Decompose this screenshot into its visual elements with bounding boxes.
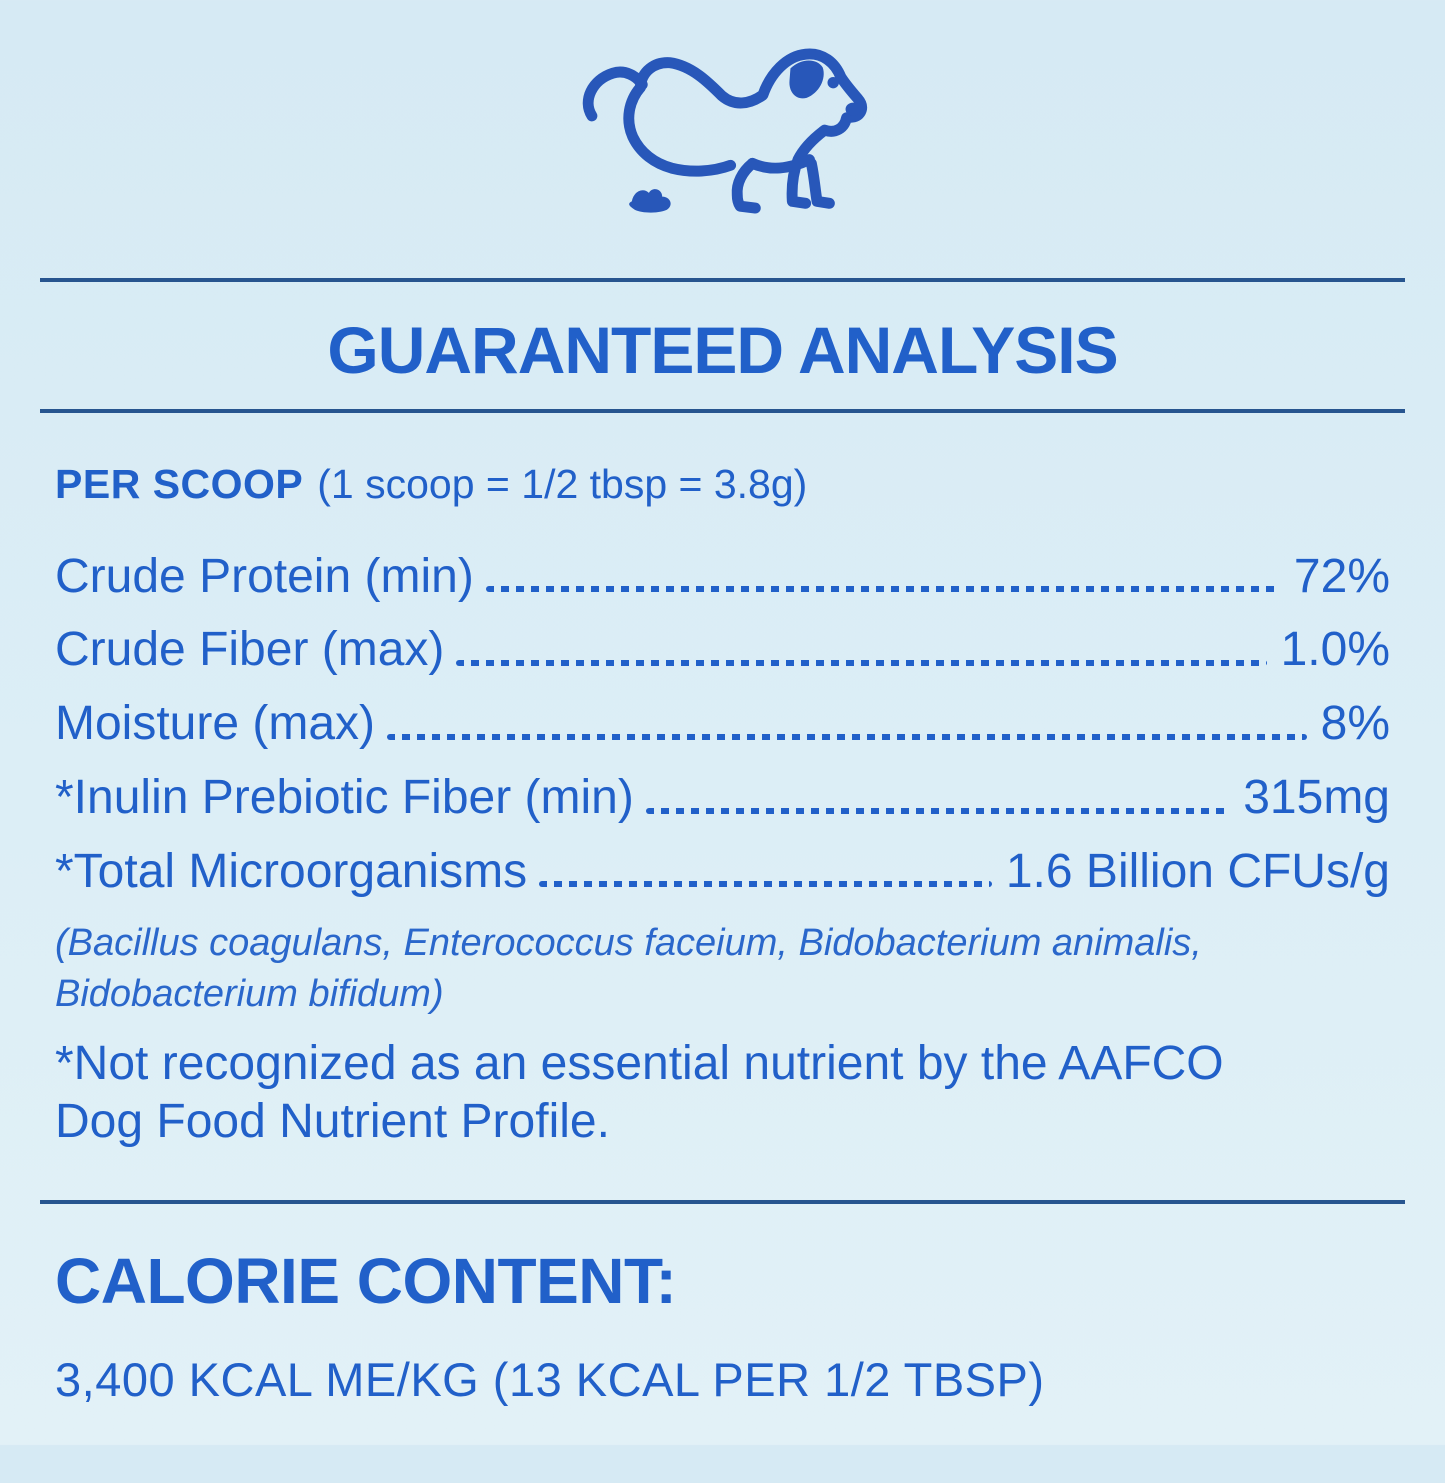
row-value: 8% [1320,697,1390,751]
table-row [55,845,1390,899]
dotted-leader [539,881,992,887]
row-label: Crude Protein (min) [55,549,474,603]
calorie-content-title: CALORIE CONTENT: [55,1244,677,1317]
row-label: *Total Microorganisms [55,844,528,898]
row-label: *Inulin Prebiotic Fiber (min) [55,770,634,824]
dotted-leader [456,660,1266,666]
row-label: Crude Fiber (max) [55,623,445,677]
table-row [55,771,1390,825]
aafco-footnote: *Not recognized as an essential nutrient by the AAFCO Dog Food Nutrient Profile. [55,1036,1224,1149]
per-scoop-detail: (1 scoop = 1/2 tbsp = 3.8g) [317,460,808,507]
per-scoop-label: PER SCOOP [55,460,304,507]
table-row [55,623,1390,677]
divider-under-title [40,409,1405,413]
dotted-leader [486,586,1280,592]
table-row [55,550,1390,604]
analysis-table [55,550,1390,899]
page-title: GUARANTEED ANALYSIS [327,313,1118,387]
divider-calorie [40,1200,1405,1204]
row-value: 72% [1293,549,1390,603]
microorganism-species-note: (Bacillus coagulans, Enterococcus faceium, Bidobacterium animalis, Bidobacterium bifidum) [55,922,1202,1015]
row-value: 1.6 Billion CFUs/g [1005,844,1390,898]
row-value: 315mg [1243,770,1390,824]
table-row [55,697,1390,751]
calorie-content-value: 3,400 KCAL ME/KG (13 KCAL PER 1/2 TBSP) [55,1352,1045,1406]
per-scoop-line [55,461,1390,508]
dotted-leader [646,808,1229,814]
row-value: 1.0% [1280,623,1390,677]
row-label: Moisture (max) [55,697,376,751]
dog-pooping-icon [55,38,1390,228]
dotted-leader [387,734,1307,740]
guaranteed-analysis-label [0,38,1445,1483]
